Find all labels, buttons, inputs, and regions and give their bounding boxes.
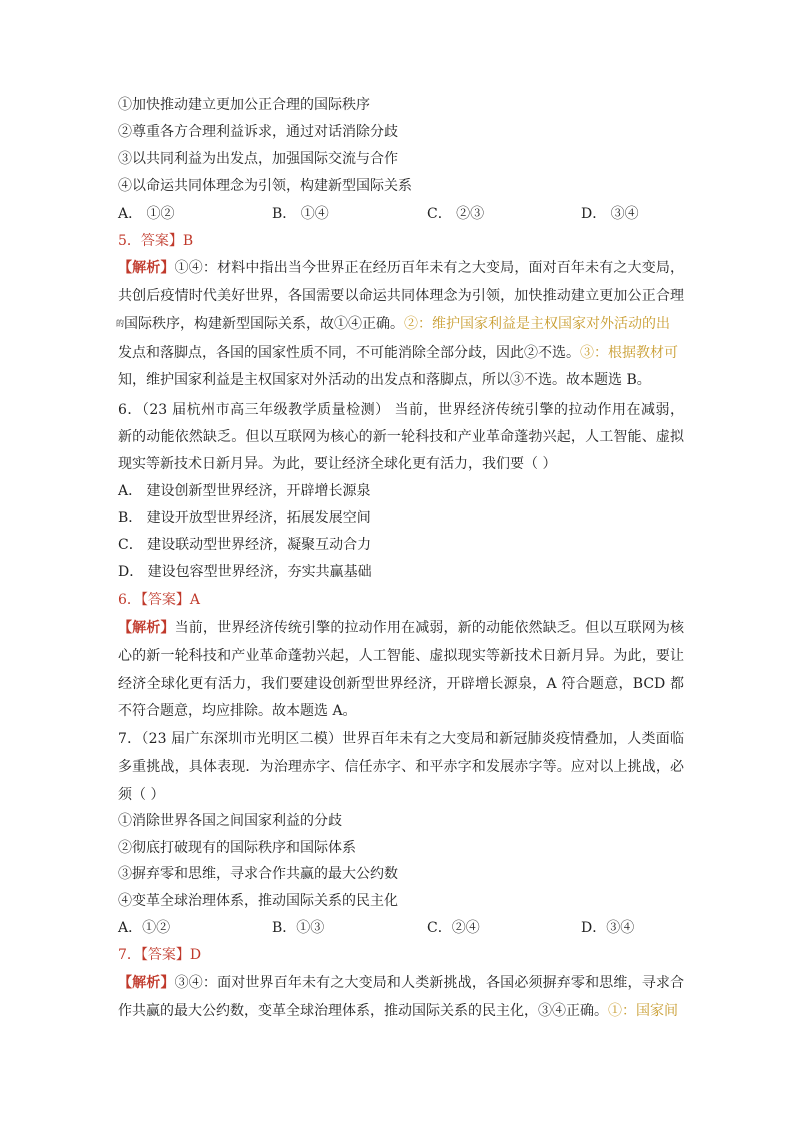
q7-stem-line-2: 多重挑战，具体表现．为治理赤字、信任赤字、和平赤字和发展赤字等。应对以上挑战，必 xyxy=(118,759,684,775)
q7-option-d: D．③④ xyxy=(581,920,635,936)
a5-analysis-line-4: 发点和落脚点，各国的国家性质不同，不可能消除全部分歧，因此②不选。③：根据教材可 xyxy=(118,345,678,361)
a6-answer: 6．【答案】A xyxy=(118,592,201,608)
a6-analysis-line-4: 不符合题意，均应排除。故本题选 A。 xyxy=(118,703,357,719)
q6-stem-line-3: 现实等新技术日新月异。为此，要让经济全球化更有活力，我们要（ ） xyxy=(118,456,557,472)
q4-item-4: ④以命运共同体理念为引领，构建新型国际关系 xyxy=(118,178,412,194)
a6-analysis-line-2: 心的新一轮科技和产业革命蓬勃兴起，人工智能、虚拟现实等新技术日新月异。为此，要让 xyxy=(118,648,684,664)
q7-item-2: ②彻底打破现有的国际秩序和国际体系 xyxy=(118,840,356,856)
a7-analysis-line-2: 作共赢的最大公约数，变革全球治理体系，推动国际关系的民主化，③④正确。①：国家间 xyxy=(118,1003,678,1019)
a5-analysis-line-5: 知，维护国家利益是主权国家对外活动的出发点和落脚点，所以③不选。故本题选 B。 xyxy=(118,372,651,388)
q4-option-a: A． ①② xyxy=(118,206,175,222)
q4-option-c: C． ②③ xyxy=(427,206,485,222)
q6-stem-line-2: 新的动能依然缺乏。但以互联网为核心的新一轮科技和产业革命蓬勃兴起，人工智能、虚拟 xyxy=(118,429,684,445)
q4-item-3: ③以共同利益为出发点，加强国际交流与合作 xyxy=(118,151,398,167)
a5-analysis-line-1: 【解析】①④：材料中指出当今世界正在经历百年未有之大变局，面对百年未有之大变局， xyxy=(118,260,685,276)
q7-item-3: ③摒弃零和思维，寻求合作共赢的最大公约数 xyxy=(118,866,398,882)
q7-option-b: B．①③ xyxy=(272,920,325,936)
a5-analysis-line-3: $^的$国际秩序，构建新型国际关系，故①④正确。②：维护国家利益是主权国家对外活动的出 xyxy=(116,316,670,332)
q6-stem-line-1: 6．（23 届杭州市高三年级教学质量检测） 当前，世界经济传统引擎的拉动作用在减弱， xyxy=(118,402,684,418)
q4-item-2: ②尊重各方合理利益诉求，通过对话消除分歧 xyxy=(118,124,398,140)
q6-option-c: C． 建设联动型世界经济，凝聚互动合力 xyxy=(118,537,372,553)
a5-answer: 5．答案】B xyxy=(118,233,194,249)
q4-option-d: D． ③④ xyxy=(581,206,639,222)
analysis-label: 【解析】 xyxy=(118,620,175,636)
a6-analysis-line-1: 【解析】当前，世界经济传统引擎的拉动作用在减弱，新的动能依然缺乏。但以互联网为核 xyxy=(118,620,685,636)
analysis-label: 【解析】 xyxy=(118,260,175,276)
a5-analysis-line-2: 共创后疫情时代美好世界，各国需要以命运共同体理念为引领，加快推动建立更加公正合理 xyxy=(118,288,684,304)
q7-stem-line-3: 须（ ） xyxy=(118,787,165,803)
q6-option-a: A． 建设创新型世界经济，开辟增长源泉 xyxy=(118,483,371,499)
q7-option-a: A．①② xyxy=(118,920,171,936)
q7-option-c: C．②④ xyxy=(427,920,480,936)
q7-item-1: ①消除世界各国之间国家利益的分歧 xyxy=(118,813,342,829)
a7-answer: 7．【答案】D xyxy=(118,947,202,963)
analysis-label: 【解析】 xyxy=(118,975,175,991)
q6-option-d: D． 建设包容型世界经济，夯实共赢基础 xyxy=(118,564,372,580)
a6-analysis-line-3: 经济全球化更有活力，我们要建设创新型世界经济，开辟增长源泉，A 符合题意，BCD 都 xyxy=(118,676,684,692)
q4-item-1: ①加快推动建立更加公正合理的国际秩序 xyxy=(118,97,370,113)
q6-option-b: B． 建设开放型世界经济，拓展发展空间 xyxy=(118,510,371,526)
q4-option-b: B． ①④ xyxy=(272,206,329,222)
a7-analysis-line-1: 【解析】③④：面对世界百年未有之大变局和人类新挑战，各国必须摒弃零和思维，寻求合 xyxy=(118,975,685,991)
q7-stem-line-1: 7．（23 届广东深圳市光明区二模）世界百年未有之大变局和新冠肺炎疫情叠加，人类面临 xyxy=(118,731,684,747)
q7-item-4: ④变革全球治理体系，推动国际关系的民主化 xyxy=(118,893,398,909)
